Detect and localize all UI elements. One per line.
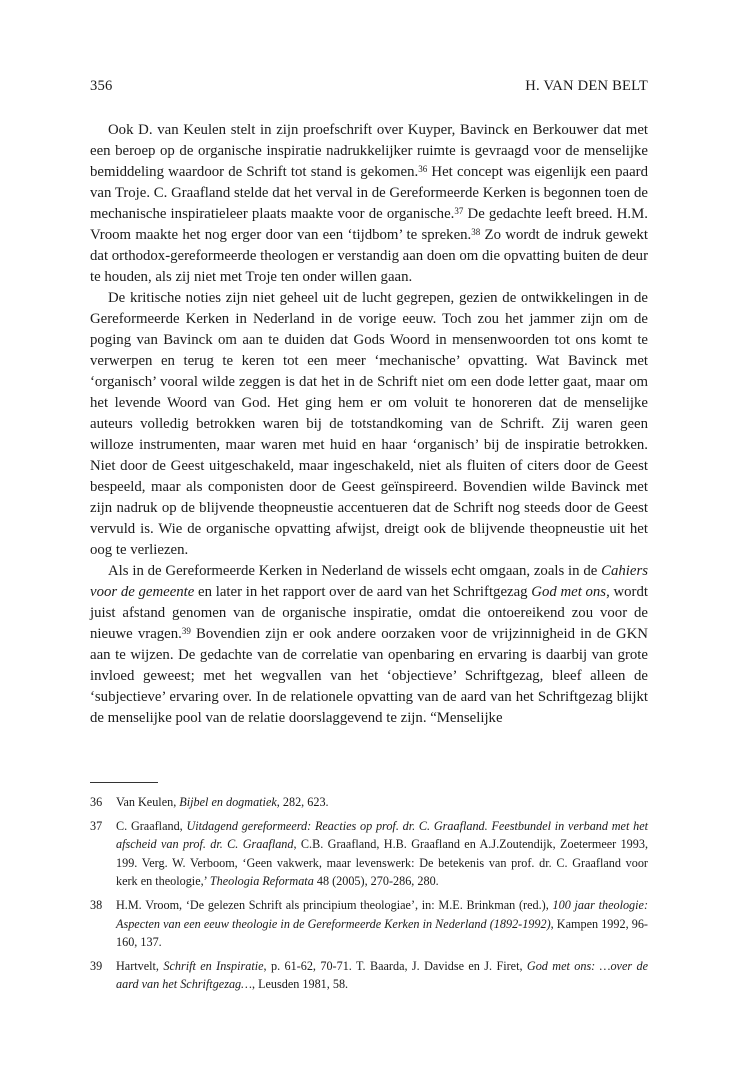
footnote-separator <box>90 782 158 783</box>
footnote-ref-36[interactable]: 36 <box>418 164 428 174</box>
footnote-36: 36 Van Keulen, Bijbel en dogmatiek, 282, 623. <box>90 793 648 812</box>
paragraph-1: Ook D. van Keulen stelt in zijn proefschrift over Kuyper, Bavinck en Berkouwer dat met een beroep op de organische inspiratie nadrukkelijker ruimte is gevraagd voor de menselijke bemiddeling waardoor de Schrift tot stand is gekomen.$^{36}$ Het concept was eigenlijk een paard van Troje. C. Graafland stelde dat het verval in de Gereformeerde Kerken is begonnen toen de mechanische inspiratieleer plaats maakte voor de organische.$^{37}$ De gedachte leeft breed. H.M. Vroom maakte het nog erger door van een ‘tijdbom’ te spreken.$^{38}$ Zo wordt de indruk gewekt dat orthodox-gereformeerde theologen er verstandig aan doen om die opvatting buiten de deur te houden, als zij niet met Troje ten onder willen gaan. <box>90 122 649 285</box>
main-text <box>90 120 648 729</box>
footnote-38: 38 H.M. Vroom, ‘De gelezen Schrift als principium theologiae’, in: M.E. Brinkman (red.), 100 jaar theologie: Aspecten van een eeuw theologie in de Gereformeerde Kerken in Nederland (1892-1992), Kampen 1992, 96-160, 137. <box>90 896 648 952</box>
page-header <box>90 78 648 95</box>
footnote-number: 36 <box>90 795 103 809</box>
footnote-number: 37 <box>90 818 103 833</box>
footnote-37: 37 C. Graafland, Uitdagend gereformeerd: Reacties op prof. dr. C. Graafland. Feestbundel in verband met het afscheid van prof. dr. C. Graafland, C.B. Graafland, H.B. Graafland en A.J.Zoutendijk, Zoetermeer 1993, 199. Verg. W. Verboom, ‘Geen vakwerk, maar levenswerk: De betekenis van prof. dr. C. Graafland voor kerk en theologie,’ Theologia Reformata 48 (2005), 270-286, 280. <box>90 817 648 891</box>
footnote-number: 38 <box>90 897 103 912</box>
footnote-ref-37[interactable]: 37 <box>454 206 464 216</box>
running-head: H. VAN DEN BELT <box>525 78 648 94</box>
footnote-ref-38[interactable]: 38 <box>471 227 481 237</box>
paragraph-2: De kritische noties zijn niet geheel uit de lucht gegrepen, gezien de ontwikkelingen in de Gereformeerde Kerken in Nederland in de vorige eeuw. Toch zou het jammer zijn om de poging van Bavinck om aan te duiden dat Gods Woord in mensenwoorden tot ons komt te verwerpen en terug te keren tot een meer ‘mechanische’ opvatting. Wat Bavinck met ‘organisch’ vooral wilde zeggen is dat het in de Schrift niet om een dode letter gaat, maar om het levende Woord van God. Het ging hem er om voluit te honoreren dat de menselijke auteurs volledig betrokken waren bij de totstandkoming van de Schrift. Zij waren geen willoze instrumenten, maar waren met huid en haar ‘organisch’ bij de inspiratie betrokken. Niet door de Geest uitgeschakeld, maar ingeschakeld, niet als fluiten of citers door de Geest bespeeld, maar als componisten door de Geest geïnspireerd. Bovendien wilde Bavinck met zijn nadruk op de blijvende theopneustie accentueren dat de Schrift nog steeds door de Geest vervuld is. Wie de organische opvatting afwijst, dreigt ook de blijvende theopneustie uit het oog te verliezen. <box>90 290 648 558</box>
paragraph-3: Als in de Gereformeerde Kerken in Nederland de wissels echt omgaan, zoals in de Cahiers voor de gemeente en later in het rapport over de aard van het Schriftgezag God met ons, wordt juist afstand genomen van de organische inspiratie, omdat die ontoereikend zou voor de nieuwe vragen.$^{39}$ Bovendien zijn er ook andere oorzaken voor de vrijzinnigheid in de GKN aan te wijzen. De gedachte van de correlatie van openbaring en ervaring is daarbij van grote invloed geweest; met het wegvallen van het ‘objectieve’ Schriftgezag, bleef alleen de ‘subjectieve’ ervaring over. In de relationele opvatting van de aard van het Schriftgezag blijkt de menselijke pool van de relatie doorslaggevend te zijn. “Menselijke <box>90 563 648 726</box>
page-number: 356 <box>90 78 113 94</box>
footnotes <box>90 793 648 999</box>
footnote-ref-39[interactable]: 39 <box>181 626 191 636</box>
footnote-39: 39 Hartvelt, Schrift en Inspiratie, p. 61-62, 70-71. T. Baarda, J. Davidse en J. Firet, God met ons: …over de aard van het Schriftgezag…, Leusden 1981, 58. <box>90 957 648 994</box>
footnote-number: 39 <box>90 958 103 973</box>
